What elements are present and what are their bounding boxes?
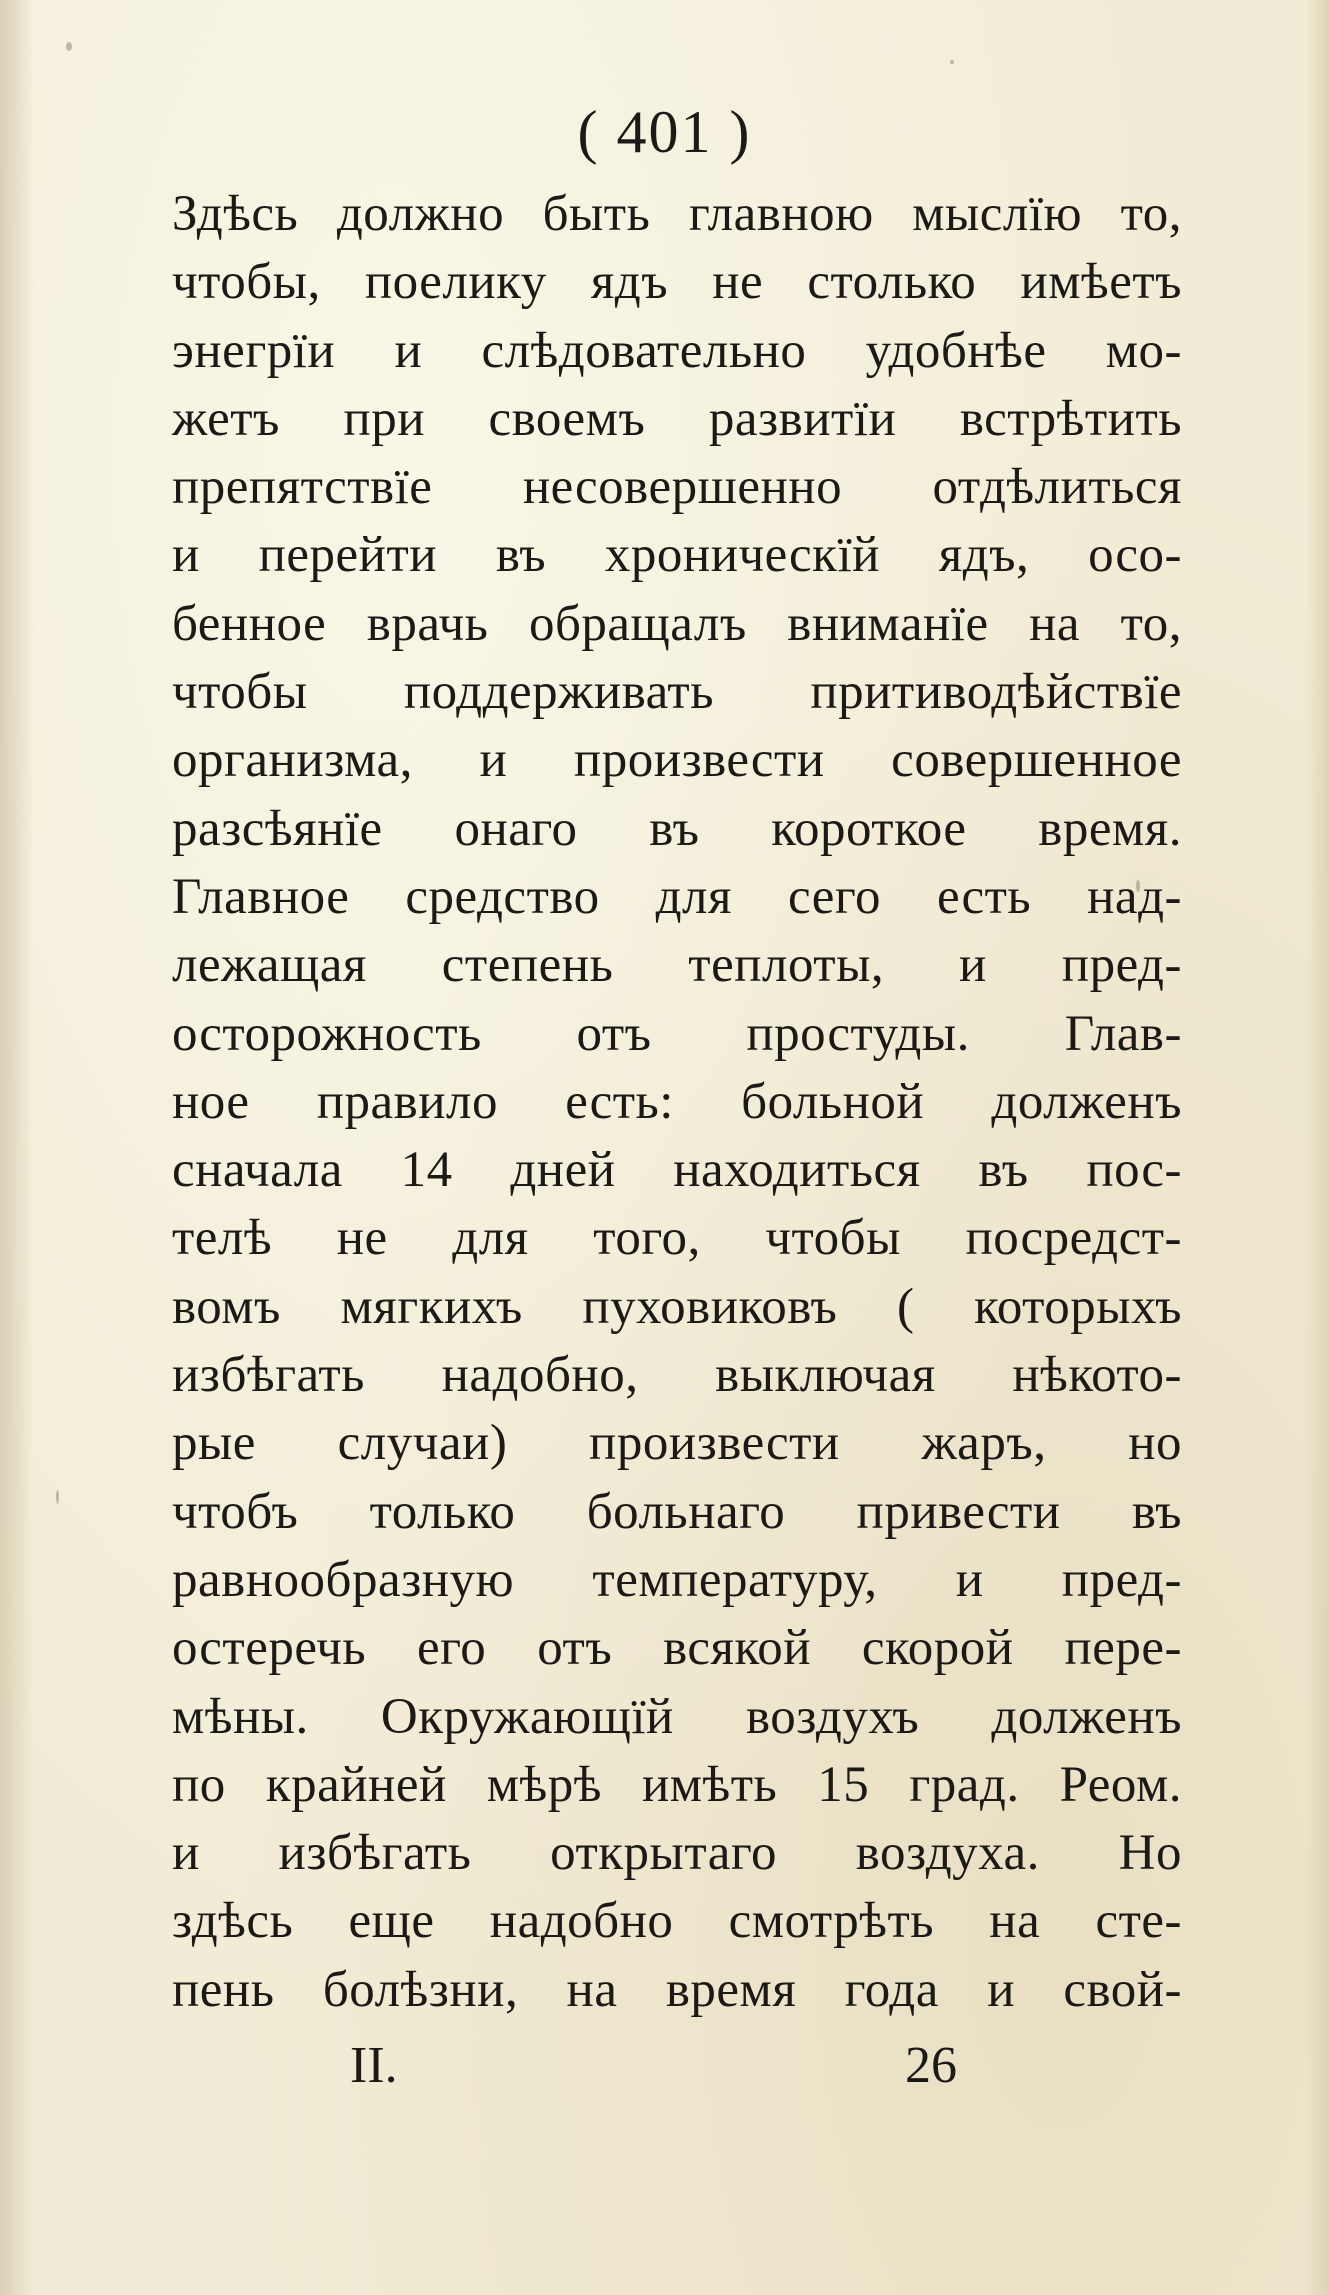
text-line: препятствїе несовершенно отдѣлиться <box>172 459 1182 516</box>
text-line: жетъ при своемъ развитїи встрѣтить <box>172 390 1182 447</box>
text-line: и избѣгать открытаго воздуха. Но <box>172 1825 1182 1882</box>
text-line: пень болѣзни, на время года и свой- <box>172 1961 1182 2018</box>
page-body-text <box>172 180 1182 2024</box>
ink-speck <box>56 1490 59 1504</box>
text-line: и перейти въ хроническїй ядъ, осо- <box>172 527 1182 584</box>
text-line: сначала 14 дней находиться въ пос- <box>172 1142 1182 1199</box>
text-line: Здѣсь должно быть главною мыслїю то, <box>172 186 1182 242</box>
text-line: организма, и произвести совершенное <box>172 732 1182 789</box>
text-line: рые случаи) произвести жаръ, но <box>172 1415 1182 1472</box>
text-line: вомъ мягкихъ пуховиковъ ( которыхъ <box>172 1278 1182 1335</box>
ink-speck <box>950 60 954 64</box>
text-line: энегрїи и слѣдовательно удобнѣе мо- <box>172 322 1182 379</box>
text-line: чтобы, поелику ядъ не столько имѣетъ <box>172 254 1182 311</box>
signature-mark: II. <box>350 2037 398 2094</box>
text-line: телѣ не для того, чтобы посредст- <box>172 1210 1182 1267</box>
gathering-number: 26 <box>905 2037 957 2094</box>
text-line: здѣсь еще надобно смотрѣть на сте- <box>172 1893 1182 1950</box>
text-line: бенное врачь обращалъ вниманїе на то, <box>172 595 1182 652</box>
text-line: чтобы поддерживать притиводѣйствїе <box>172 664 1182 721</box>
text-line: чтобъ только больнаго привести въ <box>172 1483 1182 1540</box>
page-right-edge-shadow <box>1305 0 1329 2295</box>
page-number: ( 401 ) <box>577 99 752 165</box>
text-line: разсѣянїе онаго въ короткое время. <box>172 800 1182 857</box>
page-footer <box>0 2036 1329 2106</box>
text-line: осторожность отъ простуды. Глав- <box>172 1005 1182 1062</box>
ink-speck <box>66 42 72 51</box>
text-line: лежащая степень теплоты, и пред- <box>172 937 1182 994</box>
text-line: избѣгать надобно, выключая нѣкото- <box>172 1347 1182 1404</box>
text-line: ное правило есть: больной долженъ <box>172 1073 1182 1130</box>
text-line: остеречь его отъ всякой скорой пере- <box>172 1620 1182 1677</box>
text-line: по крайней мѣрѣ имѣть 15 град. Реом. <box>172 1756 1182 1813</box>
text-line: мѣны. Окружающїй воздухъ долженъ <box>172 1688 1182 1745</box>
page-left-edge-shadow <box>0 0 34 2295</box>
text-line: равнообразную температуру, и пред- <box>172 1551 1182 1608</box>
text-line: Главное средство для сего есть над- <box>172 868 1182 925</box>
